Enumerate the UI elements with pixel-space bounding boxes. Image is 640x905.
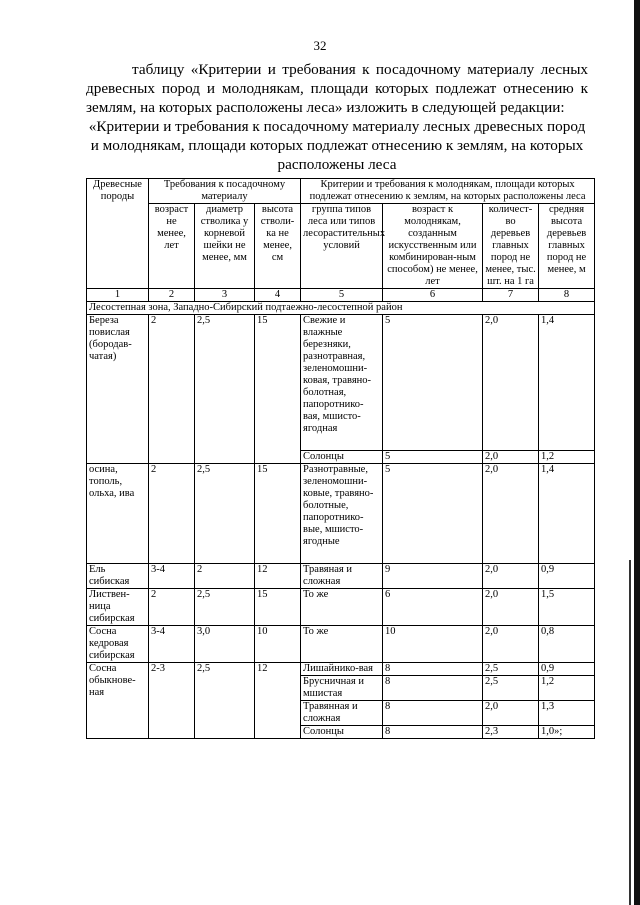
forest-type-cell: Разнотравные, зеленомошни-ковые, травяно-болотные, папоротнико-вые, мшисто-ягодные (301, 464, 383, 564)
min-age-cell: 8 (383, 663, 483, 676)
species-cell: Ель сибиская (87, 564, 149, 589)
subheader-avg-height: средняя высота деревьев главных пород не менее, м (539, 204, 595, 289)
avg-height-cell: 1,4 (539, 315, 595, 451)
height-cell: 15 (255, 589, 301, 626)
table-title: «Критерии и требования к посадочному материалу лесных древесных пород и молоднякам, площади которых подлежат отнесению к землям, на которых расположены леса (88, 118, 586, 173)
avg-height-cell: 1,0»; (539, 726, 595, 739)
count-cell: 2,3 (483, 726, 539, 739)
column-number: 7 (483, 289, 539, 302)
subheader-diameter: диаметр стволика у корневой шейки не менее, мм (195, 204, 255, 289)
age-cell: 2 (149, 464, 195, 564)
height-cell: 10 (255, 626, 301, 663)
avg-height-cell: 1,4 (539, 464, 595, 564)
forest-type-cell: Солонцы (301, 726, 383, 739)
min-age-cell: 6 (383, 589, 483, 626)
forest-type-cell: То же (301, 589, 383, 626)
min-age-cell: 8 (383, 676, 483, 701)
avg-height-cell: 0,8 (539, 626, 595, 663)
diameter-cell: 2,5 (195, 663, 255, 739)
min-age-cell: 5 (383, 464, 483, 564)
intro-paragraph: таблицу «Критерии и требования к посадочному материалу лесных древесных пород и молоднякам, площади которых подлежат отнесению к землям, на которых расположены леса» изложить в следующей редакции: (86, 61, 588, 116)
min-age-cell: 8 (383, 726, 483, 739)
scan-edge-line (629, 560, 631, 905)
page-number: 32 (313, 38, 327, 53)
count-cell: 2,5 (483, 663, 539, 676)
count-cell: 2,0 (483, 701, 539, 726)
column-number: 2 (149, 289, 195, 302)
height-cell: 15 (255, 464, 301, 564)
subheader-age: возраст не менее, лет (149, 204, 195, 289)
diameter-cell: 3,0 (195, 626, 255, 663)
forest-type-cell: Брусничная и мшистая (301, 676, 383, 701)
column-number: 6 (383, 289, 483, 302)
subheader-forest-type: группа типов леса или типов лесорастительных условий (301, 204, 383, 289)
criteria-table (86, 178, 595, 739)
height-cell: 15 (255, 315, 301, 464)
species-cell: Береза повислая (бородав-чатая) (87, 315, 149, 464)
avg-height-cell: 0,9 (539, 663, 595, 676)
avg-height-cell: 1,5 (539, 589, 595, 626)
diameter-cell: 2,5 (195, 464, 255, 564)
species-cell: Сосна кедровая сибирская (87, 626, 149, 663)
count-cell: 2,0 (483, 626, 539, 663)
avg-height-cell: 1,3 (539, 701, 595, 726)
avg-height-cell: 0,9 (539, 564, 595, 589)
height-cell: 12 (255, 564, 301, 589)
forest-type-cell: Солонцы (301, 451, 383, 464)
count-cell: 2,0 (483, 451, 539, 464)
count-cell: 2,5 (483, 676, 539, 701)
column-number: 3 (195, 289, 255, 302)
count-cell: 2,0 (483, 564, 539, 589)
age-cell: 2 (149, 315, 195, 464)
species-cell: Сосна обыкнове-ная (87, 663, 149, 739)
forest-type-cell: Лишайнико-вая (301, 663, 383, 676)
diameter-cell: 2,5 (195, 315, 255, 464)
height-cell: 12 (255, 663, 301, 739)
forest-type-cell: Травянная и сложная (301, 701, 383, 726)
header-planting-material: Требования к посадочному материалу (149, 179, 301, 204)
species-cell: Листвен-ница сибирская (87, 589, 149, 626)
avg-height-cell: 1,2 (539, 676, 595, 701)
age-cell: 2-3 (149, 663, 195, 739)
min-age-cell: 9 (383, 564, 483, 589)
header-young-growth: Критерии и требования к молоднякам, площади которых подлежат отнесению к землям, на которых расположены леса (301, 179, 595, 204)
column-number: 1 (87, 289, 149, 302)
count-cell: 2,0 (483, 589, 539, 626)
min-age-cell: 8 (383, 701, 483, 726)
min-age-cell: 10 (383, 626, 483, 663)
scan-edge-shadow (634, 0, 640, 905)
subheader-count: количест-во деревьев главных пород не менее, тыс. шт. на 1 га (483, 204, 539, 289)
column-number: 8 (539, 289, 595, 302)
min-age-cell: 5 (383, 451, 483, 464)
min-age-cell: 5 (383, 315, 483, 451)
column-number: 5 (301, 289, 383, 302)
avg-height-cell: 1,2 (539, 451, 595, 464)
count-cell: 2,0 (483, 315, 539, 451)
diameter-cell: 2 (195, 564, 255, 589)
column-number: 4 (255, 289, 301, 302)
age-cell: 3-4 (149, 564, 195, 589)
age-cell: 2 (149, 589, 195, 626)
diameter-cell: 2,5 (195, 589, 255, 626)
subheader-min-age: возраст к молоднякам, созданным искусственным или комбинирован-ным способом) не менее, лет (383, 204, 483, 289)
forest-type-cell: То же (301, 626, 383, 663)
subheader-height: высота стволи-ка не менее, см (255, 204, 301, 289)
forest-type-cell: Травяная и сложная (301, 564, 383, 589)
zone-row: Лесостепная зона, Западно-Сибирский подтаежно-лесостепной район (87, 302, 595, 315)
forest-type-cell: Свежие и влажные березняки, разнотравная, зеленомошни-ковая, травяно-болотная, папоротнико-вая, мшисто-ягодная (301, 315, 383, 451)
species-cell: осина, тополь, ольха, ива (87, 464, 149, 564)
count-cell: 2,0 (483, 464, 539, 564)
age-cell: 3-4 (149, 626, 195, 663)
header-species: Древесные породы (87, 179, 149, 289)
